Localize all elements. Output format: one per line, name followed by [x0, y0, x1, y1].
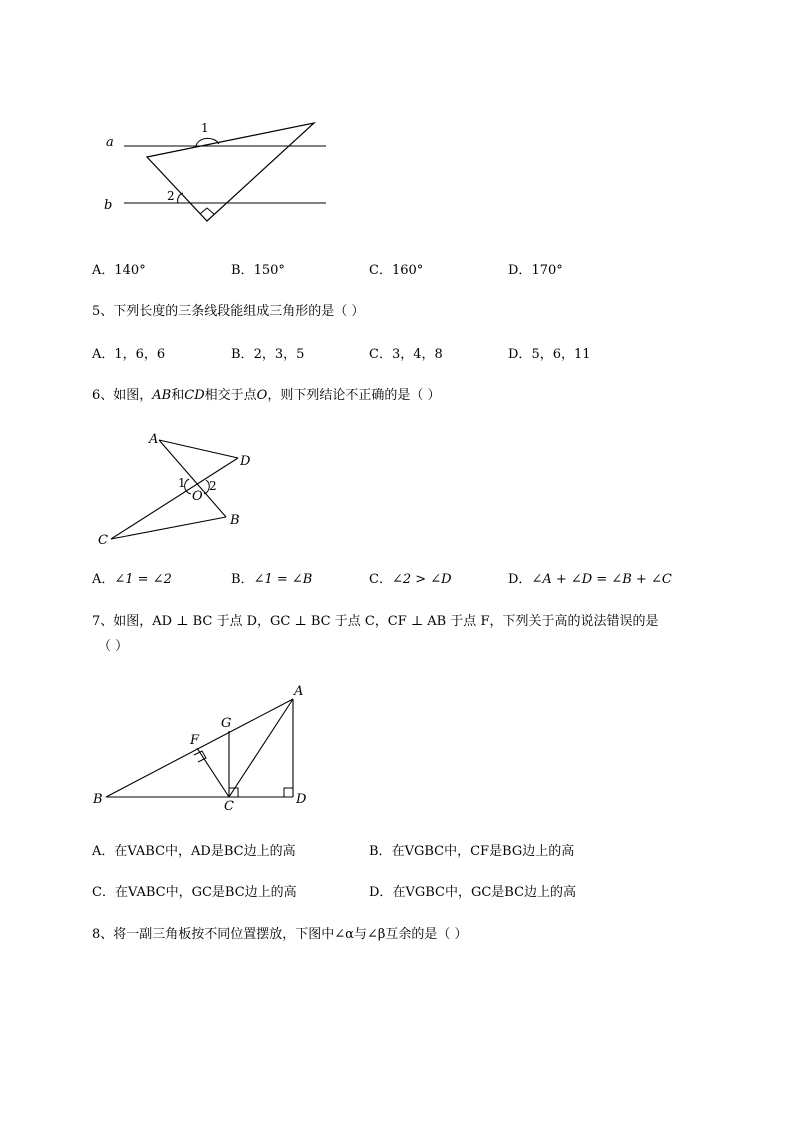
label-D: D — [296, 792, 307, 807]
q7-option-a: A．在VABC中，AD是BC边上的高 — [92, 844, 296, 859]
q4-option-d: D．170° — [508, 263, 563, 278]
label-O: O — [192, 489, 203, 504]
q5-option-d: D．5，6，11 — [508, 347, 591, 362]
q6-option-a: A．∠1 = ∠2 — [92, 572, 172, 587]
segment-cf — [197, 748, 229, 797]
label-C: C — [98, 533, 108, 548]
q5-stem: 5、下列长度的三条线段能组成三角形的是（ ） — [92, 304, 365, 319]
q7-stem-line1: 7、如图，AD ⊥ BC 于点 D，GC ⊥ BC 于点 C，CF ⊥ AB 于点 F，下列关于高的说法错误的是 — [92, 614, 659, 629]
label-A: A — [294, 684, 304, 699]
q6-option-b: B．∠1 = ∠B — [231, 572, 313, 587]
q8-stem: 8、将一副三角板按不同位置摆放，下图中∠α与∠β互余的是（ ） — [92, 927, 468, 942]
label-D: D — [240, 454, 251, 469]
label-angle-1: 1 — [178, 476, 186, 490]
q6-stem: 6、如图，AB和CD相交于点O，则下列结论不正确的是（ ） — [92, 388, 441, 403]
label-a: a — [106, 135, 114, 150]
q5-option-a: A．1，6，6 — [92, 347, 166, 362]
label-F: F — [190, 733, 200, 748]
label-angle-1: 1 — [201, 121, 209, 135]
label-angle-2: 2 — [209, 479, 217, 493]
q5-option-c: C．3，4，8 — [369, 347, 443, 362]
label-A: A — [149, 432, 159, 447]
q7-stem-line2: （ ） — [98, 639, 129, 654]
label-C: C — [224, 799, 234, 814]
label-G: G — [221, 716, 232, 731]
label-B: B — [230, 513, 240, 528]
q7-option-d: D．在VGBC中，GC是BC边上的高 — [369, 885, 577, 900]
q5-option-b: B．2，3，5 — [231, 347, 305, 362]
q6-option-c: C．∠2 > ∠D — [369, 572, 452, 587]
q7-option-c: C．在VABC中，GC是BC边上的高 — [92, 885, 297, 900]
q4-option-b: B．150° — [231, 263, 285, 278]
q4-option-a: A．140° — [92, 263, 146, 278]
q4-option-c: C．160° — [369, 263, 424, 278]
label-b: b — [104, 198, 113, 213]
label-angle-2: 2 — [167, 189, 175, 203]
right-angle-d — [284, 788, 293, 797]
label-B: B — [93, 792, 103, 807]
q7-option-b: B．在VGBC中，CF是BG边上的高 — [369, 844, 575, 859]
q6-option-d: D．∠A + ∠D = ∠B + ∠C — [508, 572, 672, 587]
segment-ba — [106, 699, 293, 797]
segment-ac — [229, 699, 293, 797]
